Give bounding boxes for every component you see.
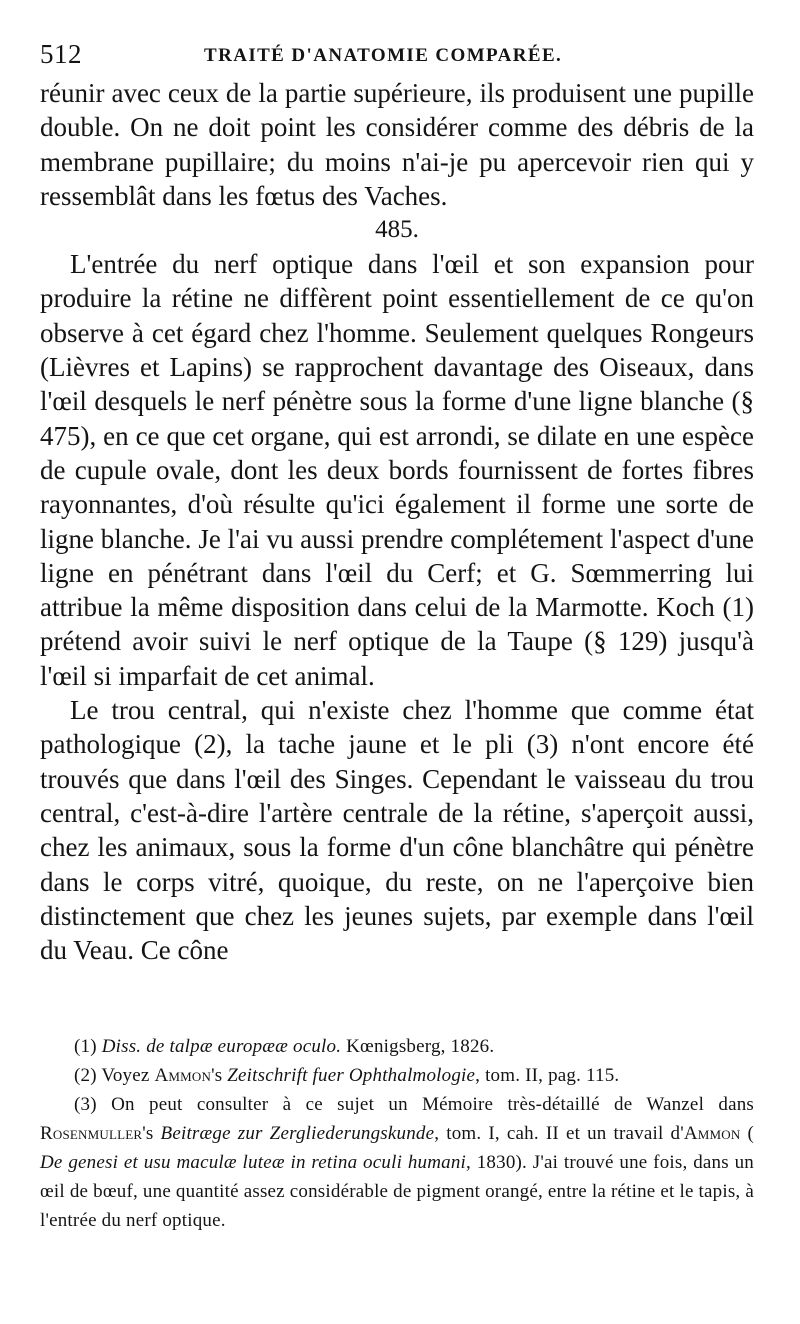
footnote-3 (40, 1090, 754, 1235)
footnote-2-title: Zeitschrift fuer Ophthalmologie (227, 1065, 476, 1086)
footnote-3-part-1: (3) On peut consulter à ce sujet un Mémoire très-détaillé de Wanzel dans (74, 1094, 754, 1115)
footnote-2-rest: , tom. II, pag. 115. (475, 1065, 620, 1086)
section-number: 485. (375, 216, 419, 244)
footnote-2-marker: (2) Voyez (74, 1065, 155, 1086)
footnote-3-part-4: , 1830). J'ai trouvé une fois, dans un œil de bœuf, une quantité assez considérable de pigment orangé, entre la rétine et le tapis, à l'entrée du nerf optique. (40, 1152, 754, 1231)
running-title: TRAITÉ D'ANATOMIE COMPARÉE. (204, 45, 563, 66)
footnote-3-title-1: Beitræge zur Zergliederungskunde (160, 1123, 435, 1144)
footnote-3-title-2: De genesi et usu maculæ luteæ in retina oculi humani (40, 1152, 467, 1173)
footnote-3-possessive: 's (142, 1123, 161, 1144)
footnote-3-author-2: Ammon (683, 1123, 741, 1144)
footnote-1-rest: Kœnigsberg, 1826. (341, 1036, 495, 1057)
footnote-2 (40, 1061, 754, 1090)
footnote-2-author: Ammon (154, 1065, 212, 1086)
footnote-1-marker: (1) (74, 1036, 102, 1057)
footnote-1-title: Diss. de talpæ europææ oculo. (101, 1036, 342, 1057)
paragraph-central-hole: Le trou central, qui n'existe chez l'homme que comme état pathologique (2), la tache jaune et le pli (3) n'ont encore été trouvés que dans l'œil des Singes. Cependant le vaisseau du trou central, c'est-à-dire l'artère centrale de la rétine, s'aperçoit aussi, chez les animaux, sous la forme d'un cône blanchâtre qui pénètre dans le corps vitré, quoique, du reste, on ne l'aperçoive bien distinctement que chez les jeunes sujets, par exemple dans l'œil du Veau. Ce cône (40, 695, 754, 966)
footnote-3-part-2: , tom. I, cah. II et un travail d' (434, 1123, 684, 1144)
book-page (40, 32, 754, 1302)
paragraph-optic-nerve: L'entrée du nerf optique dans l'œil et son expansion pour produire la rétine ne diffèrent point essentiellement de ce qu'on observe à cet égard chez l'homme. Seulement quelques Rongeurs (Lièvres et Lapins) se rapprochent davantage des Oiseaux, dans l'œil desquels le nerf pénètre sous la forme d'une ligne blanche (§ 475), en ce que cet organe, qui est arrondi, se dilate en une espèce de cupule ovale, dont les deux bords fournissent de fortes fibres rayonnantes, d'où résulte qu'ici également il forme une sorte de ligne blanche. Je l'ai vu aussi prendre complétement l'aspect d'une ligne en pénétrant dans l'œil du Cerf; et G. Sœmmerring lui attribue la même disposition dans celui de la Marmotte. Koch (1) prétend avoir suivi le nerf optique de la Taupe (§ 129) jusqu'à l'œil si imparfait de cet animal. (40, 249, 754, 691)
footnote-3-author-1: Rosenmuller (40, 1123, 143, 1144)
page-number: 512 (40, 39, 82, 69)
footnote-1 (40, 1032, 754, 1061)
paragraph-continuation: réunir avec ceux de la partie supérieure, ils produisent une pupille double. On ne doit point les considérer comme des débris de la membrane pupillaire; du moins n'ai-je pu apercevoir rien qui y ressemblât dans les fœtus des Vaches. (40, 78, 754, 211)
footnotes (40, 1032, 754, 1235)
running-head (40, 32, 754, 76)
footnote-2-possessive: 's (211, 1065, 228, 1086)
footnote-3-part-3: ( (740, 1123, 755, 1144)
main-text (40, 76, 754, 967)
